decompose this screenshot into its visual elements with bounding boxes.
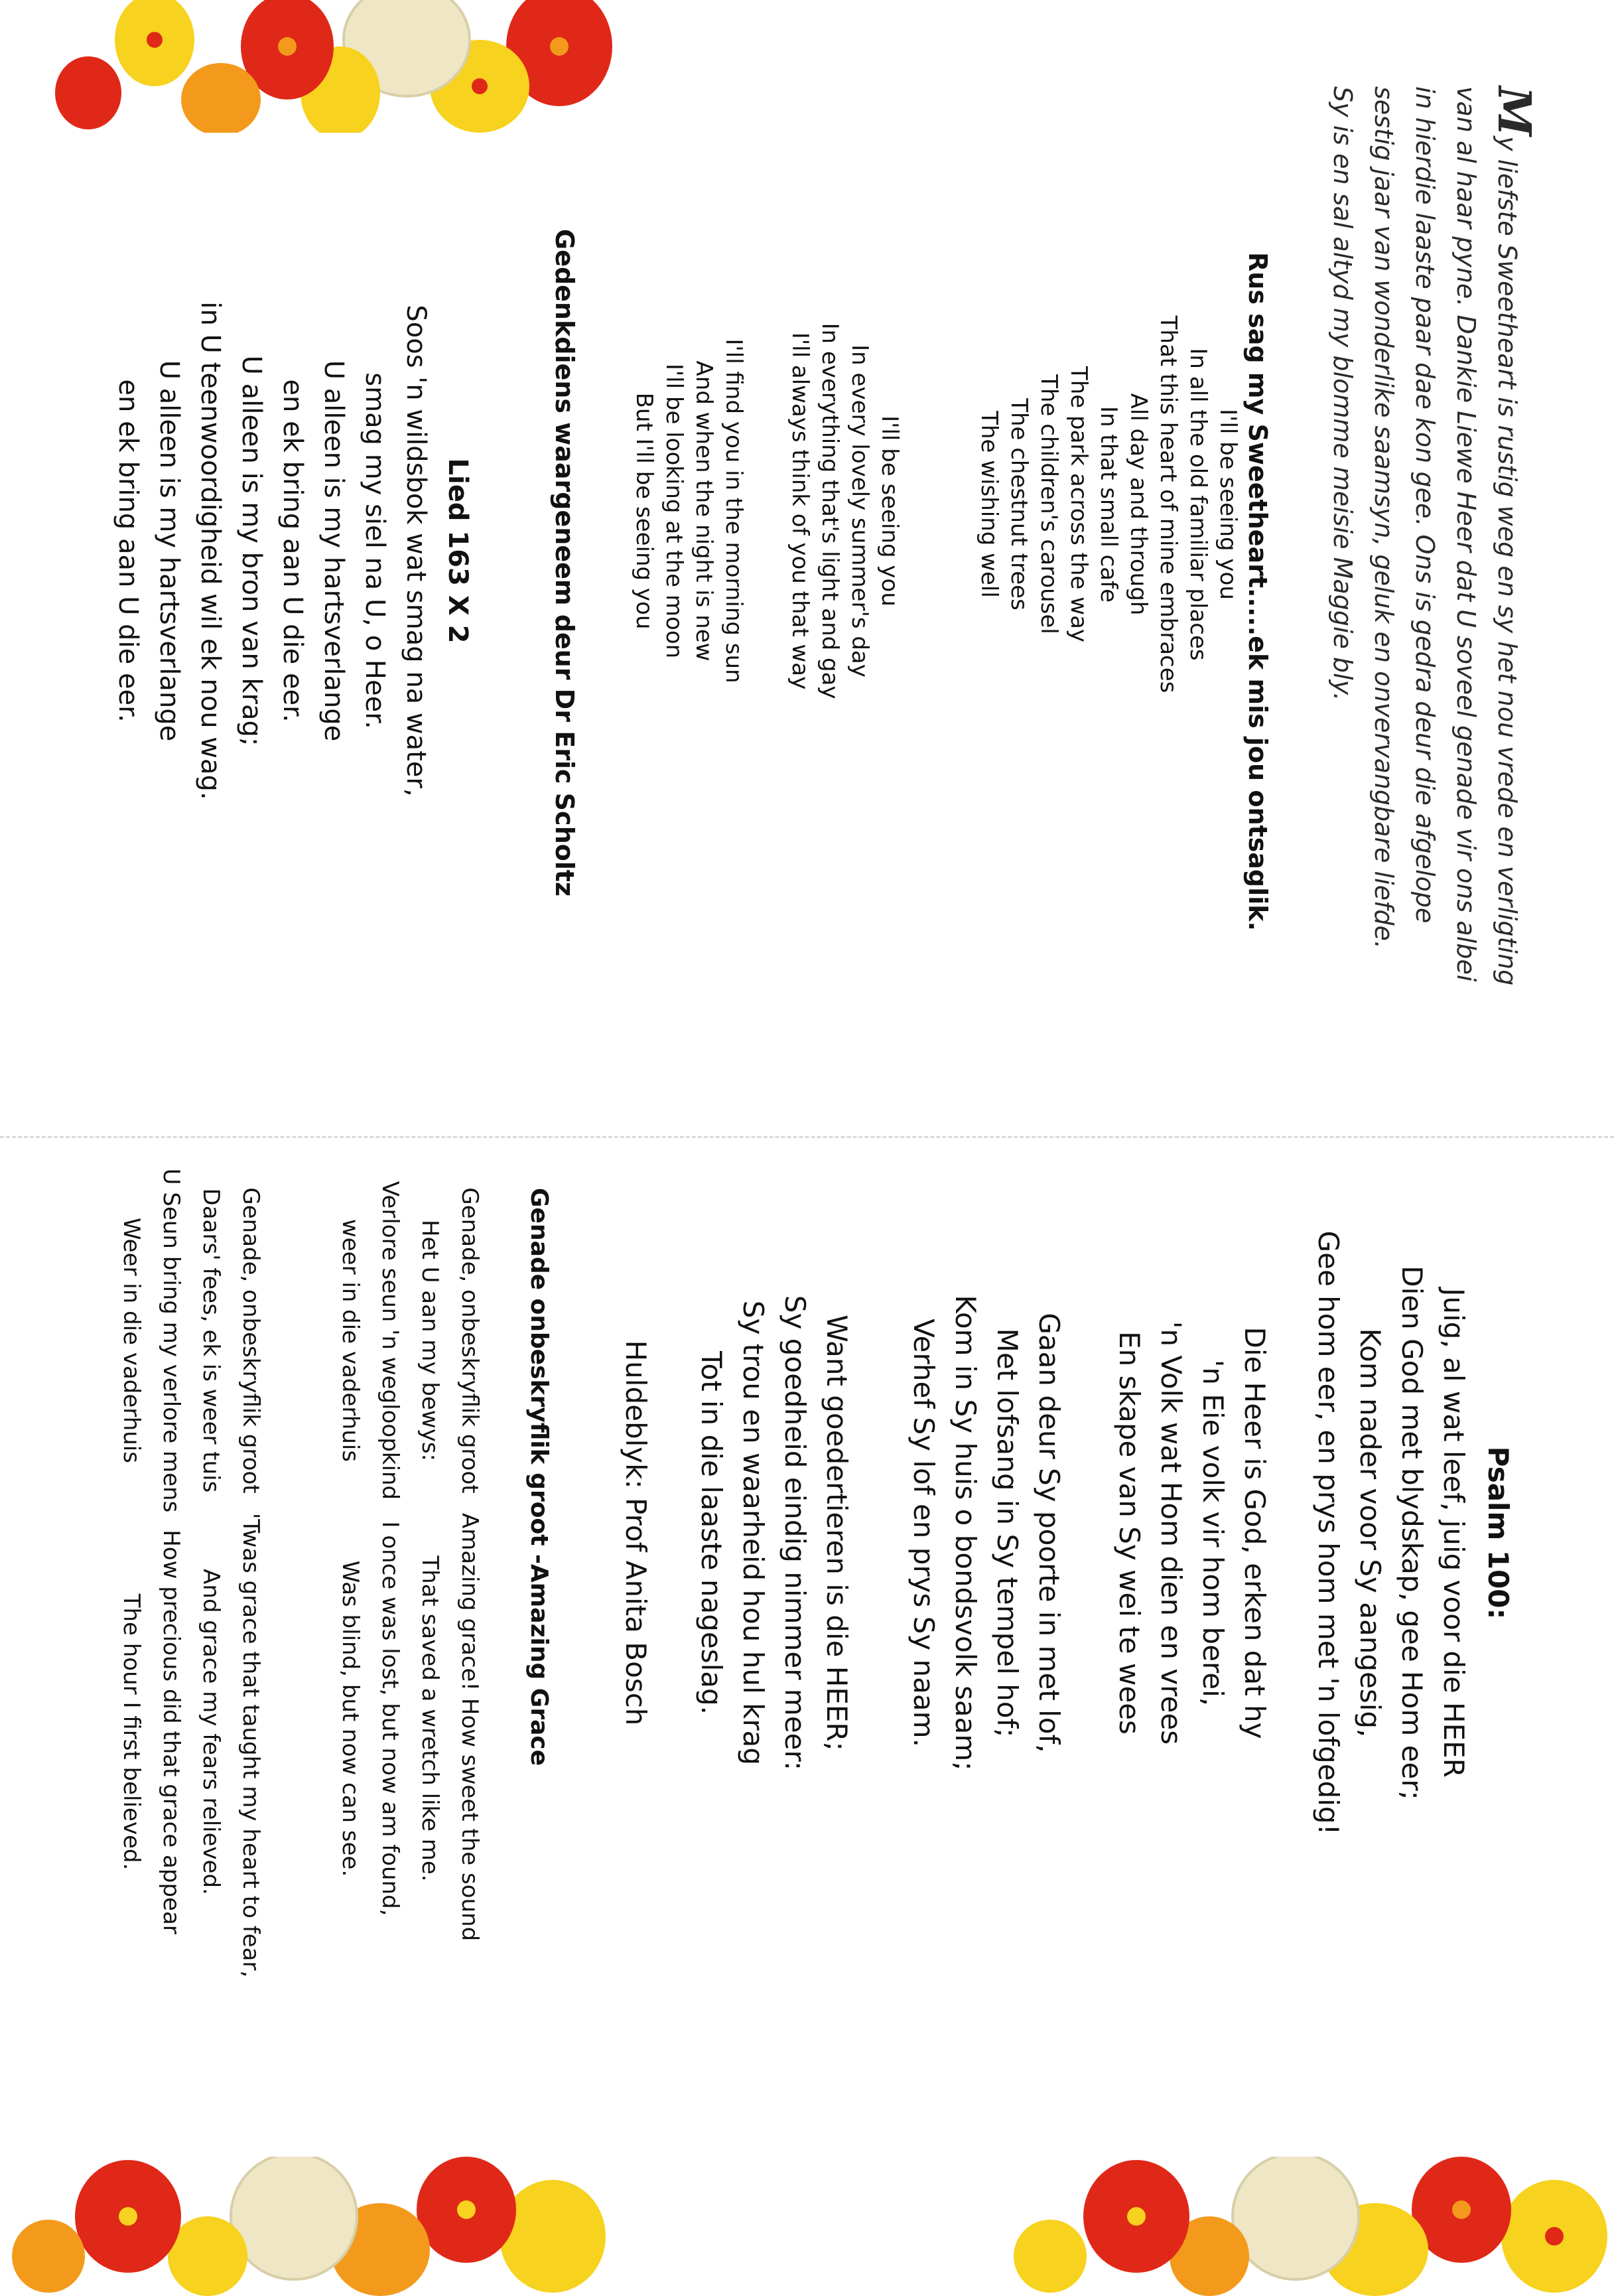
psalm-line: 'n Volk wat Hom dien en vrees — [1155, 1321, 1187, 1745]
grace-afrikaans-stanza-2 — [111, 1168, 271, 1513]
song-line: In everything that's light and gay — [817, 323, 843, 699]
grace-line: Weer in die vaderhuis — [118, 1218, 145, 1463]
psalm-title: Psalm 100: — [1482, 1446, 1514, 1620]
psalm-line: Kom nader voor Sy aangesig, — [1354, 1328, 1386, 1738]
song-line: And when the night is new — [691, 360, 717, 662]
song-title: Rus sag my Sweetheart.....ek mis jou ontsaglik. — [1243, 252, 1272, 931]
psalm-line: 'n Eie volk vir hom berei, — [1197, 1359, 1229, 1707]
grace-line: Amazing grace! How sweet the sound — [456, 1513, 483, 1942]
grace-line: I once was lost, but now am found, — [377, 1521, 403, 1916]
psalm-line: Gaan deur Sy poorte in met lof, — [1033, 1313, 1065, 1753]
psalm-stanza-1 — [1308, 1181, 1475, 1885]
intro-line: sestig jaar van wonderlike saamsyn, geluk en onvervangbare liefde. — [1369, 86, 1398, 949]
nasturtium-flowers-icon — [22, 0, 632, 133]
lied-verse — [107, 292, 437, 810]
song-stanza-3 — [629, 292, 748, 730]
intro-line: in hierdie laaste paar dae kon gee. Ons is gedra deur die afgelope — [1410, 86, 1440, 924]
grace-line: Genade, onbeskryflik groot — [237, 1187, 264, 1494]
grace-line: 'Twas grace that taught my heart to fear, — [237, 1513, 264, 1978]
song-line: I'll be seeing you — [876, 415, 903, 607]
grace-title: Genade onbeskryflik groot -Amazing Grace — [525, 1188, 553, 1766]
grace-afrikaans-stanza-1 — [330, 1168, 490, 1513]
psalm-stanza-2 — [1109, 1181, 1276, 1885]
intro-line: van al haar pyne. Dankie Liewe Heer dat U soveel genade vir ons albei — [1451, 86, 1481, 982]
song-line: I'll be seeing you — [1215, 409, 1241, 600]
tribute-line: Huldeblyk: Prof Anita Bosch — [620, 1340, 652, 1726]
song-line: In all the old familiar places — [1185, 348, 1211, 661]
song-line: That this heart of mine embraces — [1155, 315, 1181, 693]
lied-line: in U teenwoordigheid wil ek nou wag. — [195, 301, 226, 800]
psalm-stanza-4 — [691, 1181, 858, 1885]
service-heading: Gedenkdiens waargeneem deur Dr Eric Scholtz — [550, 229, 579, 897]
psalm-line: Gee hom eer, en prys hom met 'n lofgedig! — [1312, 1230, 1345, 1835]
lied-line: Soos 'n wildsbok wat smag na water, — [401, 305, 431, 797]
song-line: The chestnut trees — [1006, 398, 1032, 610]
psalm-line: Verhef Sy lof en prys Sy naam. — [908, 1319, 940, 1747]
song-line: All day and through — [1125, 393, 1152, 616]
song-line: In that small cafe — [1095, 405, 1122, 603]
psalm-line: Met lofsang in Sy tempel hof; — [991, 1328, 1024, 1738]
lied-line: en ek bring aan U die eer. — [113, 379, 143, 723]
grace-line: That saved a wretch like me. — [417, 1555, 443, 1882]
grace-line: Was blind, but now can see. — [337, 1560, 364, 1877]
grace-english-stanza-1 — [330, 1513, 490, 1942]
psalm-stanza-3 — [903, 1181, 1070, 1885]
grace-line: And grace my fears relieved. — [198, 1569, 224, 1895]
psalm-line: Die Heer is God, erken dat hy — [1239, 1327, 1271, 1739]
grace-line: The hour I first believed. — [118, 1593, 145, 1871]
psalm-line: Juig, al wat leef, juig voor die HEER — [1438, 1288, 1470, 1778]
fold-line — [0, 1136, 1614, 1138]
lied-line: U alleen is my hartsverlange — [318, 360, 349, 742]
psalm-line: Dien God met blydskap, gee Hom eer; — [1396, 1265, 1428, 1800]
lied-line: en ek bring aan U die eer. — [277, 379, 308, 723]
psalm-line: Want goedertieren is die HEER; — [821, 1315, 853, 1751]
song-stanza-2 — [785, 292, 904, 730]
song-line: The wishing well — [976, 411, 1002, 598]
nasturtium-flowers-icon — [0, 2157, 1614, 2296]
grace-line: How precious did that grace appear — [158, 1530, 184, 1934]
grace-line: Genade, onbeskryflik groot — [456, 1187, 483, 1494]
song-line: The park across the way — [1065, 366, 1092, 643]
psalm-line: Kom in Sy huis o bondsvolk saam; — [949, 1295, 982, 1771]
right-panel — [0, 1168, 1614, 2296]
psalm-line: Tot in die laaste nageslag. — [695, 1350, 728, 1715]
song-line: In every lovely summer's day — [846, 344, 873, 678]
song-line: I'll find you in the morning sun — [720, 338, 747, 683]
grace-line: weer in die vaderhuis — [337, 1218, 364, 1463]
song-line: But I'll be seeing you — [631, 392, 657, 630]
song-line: The children's carousel — [1036, 374, 1062, 634]
song-stanza-1 — [974, 299, 1243, 710]
psalm-line: En skape van Sy wei te wees — [1113, 1331, 1146, 1735]
grace-line: Daars' fees, ek is weer tuis — [198, 1188, 224, 1493]
lied-line: U alleen is my bron van krag; — [236, 355, 267, 747]
left-panel — [0, 0, 1614, 1102]
grace-line: U Seun bring my verlore mens — [158, 1168, 184, 1513]
song-line: I'll always think of you that way — [787, 332, 813, 690]
lied-line: smag my siel na U, o Heer. — [360, 372, 390, 729]
lied-title: Lied 163 X 2 — [442, 458, 473, 644]
psalm-line: Sy trou en waarheid hou hul krag — [737, 1300, 770, 1766]
grace-english-stanza-2 — [111, 1513, 271, 1978]
lied-line: U alleen is my hartsverlange — [154, 360, 184, 742]
grace-line: Het U aan my bewys: — [417, 1220, 443, 1461]
drop-cap: M — [1487, 86, 1540, 137]
song-line: I'll be looking at the moon — [661, 363, 687, 659]
psalm-line: Sy goedheid eindig nimmer meer: — [779, 1295, 811, 1771]
grace-line: Verlore seun 'n wegloopkind — [377, 1181, 403, 1500]
intro-line: Sy is en sal altyd my blomme meisie Maggie bly. — [1328, 86, 1357, 701]
intro-line: My liefste Sweetheart is rustig weg en sy het nou vrede en verligting — [1487, 86, 1540, 986]
intro-paragraph — [1322, 86, 1540, 1042]
